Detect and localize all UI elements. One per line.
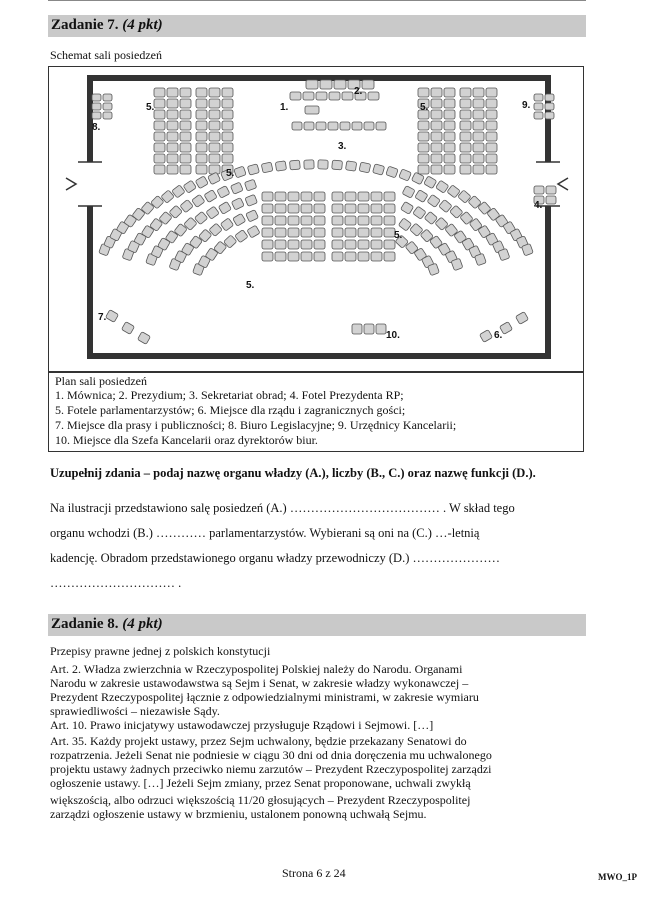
legend-line-1: 1. Mównica; 2. Prezydium; 3. Sekretariat obrad; 4. Fotel Prezydenta RP; bbox=[55, 388, 404, 402]
seat-top-right bbox=[418, 165, 429, 174]
fill-line-1: Na ilustracji przedstawiono salę posiedzeń (A.) ……………………………… . W skład tego bbox=[50, 501, 515, 515]
label-6: 6. bbox=[494, 330, 503, 341]
seat-top-right bbox=[486, 165, 497, 174]
seat-curved-row bbox=[261, 162, 273, 173]
plan-legend bbox=[48, 372, 584, 452]
seat-center bbox=[262, 252, 273, 261]
seat-top-left bbox=[209, 165, 220, 174]
seat-secretariat bbox=[364, 122, 374, 130]
seat-secretariat bbox=[340, 122, 350, 130]
seat-secretariat bbox=[352, 122, 362, 130]
seat-top-right bbox=[444, 143, 455, 152]
seat-top-left bbox=[222, 110, 233, 119]
seat-center bbox=[332, 252, 343, 261]
seat-top-right bbox=[444, 99, 455, 108]
seat-center bbox=[262, 204, 273, 213]
seat-legislative-office bbox=[103, 103, 112, 110]
seat-top-left bbox=[196, 132, 207, 141]
seat-president bbox=[534, 186, 544, 194]
seat-center bbox=[288, 228, 299, 237]
seat-center bbox=[332, 240, 343, 249]
seat-top-left bbox=[222, 132, 233, 141]
label-7: 7. bbox=[98, 312, 107, 323]
page-number: Strona 6 z 24 bbox=[282, 866, 346, 880]
seat-top-left bbox=[180, 154, 191, 163]
seat-top-right bbox=[431, 154, 442, 163]
seat-top-right bbox=[473, 132, 484, 141]
seat-top-right bbox=[460, 154, 471, 163]
seat-center bbox=[345, 204, 356, 213]
seat-chief-chancellery bbox=[352, 324, 362, 334]
seat-top-left bbox=[180, 110, 191, 119]
seat-top-right bbox=[418, 132, 429, 141]
seat-top-left bbox=[222, 88, 233, 97]
seat-legislative-office bbox=[92, 94, 101, 101]
seat-presidium bbox=[368, 92, 379, 100]
seat-presidium bbox=[316, 92, 327, 100]
seat-top-right bbox=[444, 110, 455, 119]
seat-top-right bbox=[431, 132, 442, 141]
seat-center bbox=[314, 216, 325, 225]
seat-top-left bbox=[154, 165, 165, 174]
seat-center bbox=[384, 216, 395, 225]
seat-top-left bbox=[209, 99, 220, 108]
seat-top-right bbox=[486, 143, 497, 152]
seat-top-left bbox=[154, 132, 165, 141]
seat-top-left bbox=[180, 121, 191, 130]
seat-top-right bbox=[431, 165, 442, 174]
seat-center bbox=[345, 192, 356, 201]
label-5-right: 5. bbox=[394, 230, 403, 241]
seat-top-right bbox=[486, 132, 497, 141]
article-line-4: sprawiedliwości – niezawisłe Sądy. bbox=[50, 704, 220, 718]
seat-center bbox=[371, 192, 382, 201]
seat-secretariat bbox=[304, 122, 314, 130]
legend-title: Plan sali posiedzeń bbox=[55, 374, 147, 388]
seat-center bbox=[332, 216, 343, 225]
seat-presidium bbox=[303, 92, 314, 100]
seat-curved-row bbox=[345, 161, 356, 171]
seat-center bbox=[275, 252, 286, 261]
seat-center bbox=[384, 204, 395, 213]
seat-top-left bbox=[167, 143, 178, 152]
label-10: 10. bbox=[386, 330, 400, 341]
seat-top-left bbox=[180, 88, 191, 97]
seat-chancellery bbox=[545, 94, 554, 101]
seat-top-right bbox=[473, 110, 484, 119]
seat-top-left bbox=[180, 132, 191, 141]
fill-line-4: ………………………… . bbox=[50, 576, 182, 590]
seat-presidium bbox=[334, 80, 346, 89]
seat-center bbox=[314, 192, 325, 201]
seat-curved-row bbox=[359, 162, 371, 173]
seat-top-left bbox=[154, 121, 165, 130]
seat-center bbox=[371, 252, 382, 261]
seat-presidium bbox=[290, 92, 301, 100]
seat-top-left bbox=[154, 99, 165, 108]
seat-presidium bbox=[306, 80, 318, 89]
seat-top-right bbox=[473, 88, 484, 97]
seat-top-left bbox=[167, 99, 178, 108]
seat-top-left bbox=[167, 110, 178, 119]
seat-curved-row bbox=[275, 161, 286, 171]
seat-chancellery bbox=[545, 103, 554, 110]
seat-top-left bbox=[154, 110, 165, 119]
article-line-3: Prezydent Rzeczypospolitej łącznie z odpowiedzialnymi ministrami, w zakresie wymiaru bbox=[50, 690, 479, 704]
seat-center bbox=[301, 204, 312, 213]
seat-top-right bbox=[486, 110, 497, 119]
label-5-center: 5. bbox=[226, 168, 235, 179]
seat-top-right bbox=[473, 154, 484, 163]
fill-line-3: kadencję. Obradom przedstawionego organu władzy przewodniczy (D.) ………………… bbox=[50, 551, 500, 565]
seat-center bbox=[384, 240, 395, 249]
seat-top-left bbox=[222, 143, 233, 152]
seat-top-right bbox=[486, 88, 497, 97]
article-line-8: projektu ustawy żadnych przeciwko niemu zarzutów – Prezydent Rzeczypospolitej zarządzi bbox=[50, 762, 492, 776]
seat-top-left bbox=[180, 99, 191, 108]
seat-top-right bbox=[418, 88, 429, 97]
seat-chancellery bbox=[545, 112, 554, 119]
article-line-2: Narodu w zakresie ustawodawstwa są Sejm i Senat, w zakresie władzy wykonawczej – bbox=[50, 676, 469, 690]
top-rule bbox=[48, 0, 586, 1]
label-1: 1. bbox=[280, 102, 289, 113]
seat-presidium bbox=[320, 80, 332, 89]
seat-center bbox=[332, 228, 343, 237]
seat-legislative-office bbox=[103, 112, 112, 119]
seat-curved-row bbox=[318, 160, 328, 169]
seat-top-right bbox=[444, 121, 455, 130]
label-5-topleft: 5. bbox=[146, 102, 155, 113]
seat-center bbox=[301, 252, 312, 261]
article-line-11: zarządzi ogłoszenie ustawy w brzmieniu, ustalonem ponowną uchwałą Sejmu. bbox=[50, 807, 427, 821]
seat-center bbox=[262, 240, 273, 249]
label-3: 3. bbox=[338, 141, 347, 152]
seat-legislative-office bbox=[92, 112, 101, 119]
seat-center bbox=[345, 216, 356, 225]
seat-legislative-office bbox=[103, 94, 112, 101]
seat-center bbox=[301, 216, 312, 225]
seat-center bbox=[275, 216, 286, 225]
seat-center bbox=[384, 252, 395, 261]
document-code: MWO_1P bbox=[598, 872, 637, 882]
label-5-topright: 5. bbox=[420, 102, 429, 113]
seat-top-right bbox=[473, 99, 484, 108]
seat-secretariat bbox=[328, 122, 338, 130]
seat-top-right bbox=[473, 165, 484, 174]
seat-top-right bbox=[444, 88, 455, 97]
seat-center bbox=[275, 192, 286, 201]
seat-top-left bbox=[209, 143, 220, 152]
seat-center bbox=[345, 228, 356, 237]
seat-center bbox=[314, 204, 325, 213]
seat-top-left bbox=[167, 132, 178, 141]
seat-top-right bbox=[460, 121, 471, 130]
task7-instruction: Uzupełnij zdania – podaj nazwę organu władzy (A.), liczby (B., C.) oraz nazwę funkcji (D.). bbox=[50, 466, 536, 480]
task8-points: (4 pkt) bbox=[122, 616, 163, 632]
seat-top-left bbox=[180, 165, 191, 174]
label-2: 2. bbox=[354, 86, 363, 97]
seat-center bbox=[332, 192, 343, 201]
seat-legislative-office bbox=[92, 103, 101, 110]
seat-chief-chancellery bbox=[364, 324, 374, 334]
task8-header bbox=[48, 614, 586, 636]
seat-curved-row bbox=[332, 160, 343, 170]
seat-curved-row bbox=[289, 160, 300, 170]
seat-top-right bbox=[431, 143, 442, 152]
seat-top-left bbox=[209, 154, 220, 163]
seat-top-right bbox=[418, 154, 429, 163]
seat-curved-row bbox=[304, 160, 314, 169]
seat-center bbox=[262, 216, 273, 225]
seat-top-left bbox=[167, 88, 178, 97]
seat-presidium bbox=[342, 92, 353, 100]
seat-top-left bbox=[167, 154, 178, 163]
task7-points: (4 pkt) bbox=[122, 17, 163, 33]
legend-line-4: 10. Miejsce dla Szefa Kancelarii oraz dyrektorów biur. bbox=[55, 433, 318, 447]
seat-top-left bbox=[196, 88, 207, 97]
seat-top-right bbox=[460, 132, 471, 141]
seat-top-right bbox=[486, 154, 497, 163]
label-4: 4. bbox=[534, 200, 543, 211]
seat-center bbox=[262, 192, 273, 201]
seat-president bbox=[546, 186, 556, 194]
seat-center bbox=[275, 204, 286, 213]
seat-top-left bbox=[196, 154, 207, 163]
seat-top-right bbox=[431, 121, 442, 130]
seat-chancellery bbox=[534, 94, 543, 101]
seat-center bbox=[301, 228, 312, 237]
seat-presidium bbox=[329, 92, 340, 100]
article-line-6: Art. 35. Każdy projekt ustawy, przez Sejm uchwalony, będzie przekazany Senatowi do bbox=[50, 734, 467, 748]
seat-top-left bbox=[167, 121, 178, 130]
seat-center bbox=[288, 240, 299, 249]
seat-secretariat bbox=[292, 122, 302, 130]
seat-top-left bbox=[196, 121, 207, 130]
seat-top-left bbox=[196, 110, 207, 119]
seat-center bbox=[358, 192, 369, 201]
seat-center bbox=[371, 228, 382, 237]
seat-secretariat bbox=[316, 122, 326, 130]
seat-top-right bbox=[444, 132, 455, 141]
seat-lectern bbox=[305, 106, 319, 114]
legend-line-2: 5. Fotele parlamentarzystów; 6. Miejsce dla rządu i zagranicznych gości; bbox=[55, 403, 406, 417]
seat-top-left bbox=[222, 99, 233, 108]
seat-presidium bbox=[362, 80, 374, 89]
seat-center bbox=[275, 240, 286, 249]
seat-top-right bbox=[460, 99, 471, 108]
seat-center bbox=[262, 228, 273, 237]
article-line-10: większością, albo odrzuci większością 11/20 głosujących – Prezydent Rzeczypospolitej bbox=[50, 793, 471, 807]
seat-top-right bbox=[460, 165, 471, 174]
article-line-5: Art. 10. Prawo inicjatywy ustawodawczej przysługuje Rządowi i Sejmowi. […] bbox=[50, 718, 434, 732]
seat-center bbox=[358, 240, 369, 249]
seat-center bbox=[332, 204, 343, 213]
seat-top-left bbox=[154, 143, 165, 152]
seat-top-left bbox=[209, 132, 220, 141]
seat-top-right bbox=[460, 88, 471, 97]
seat-top-left bbox=[154, 154, 165, 163]
seat-center bbox=[358, 216, 369, 225]
seat-center bbox=[288, 252, 299, 261]
seat-top-left bbox=[209, 110, 220, 119]
seat-center bbox=[371, 240, 382, 249]
task7-header bbox=[48, 15, 586, 37]
seat-top-right bbox=[460, 143, 471, 152]
seat-top-right bbox=[444, 165, 455, 174]
seat-center bbox=[314, 252, 325, 261]
seat-center bbox=[358, 204, 369, 213]
seat-center bbox=[358, 228, 369, 237]
seat-top-right bbox=[486, 121, 497, 130]
label-8: 8. bbox=[92, 122, 101, 133]
seat-center bbox=[275, 228, 286, 237]
seat-center bbox=[345, 240, 356, 249]
seat-top-left bbox=[209, 88, 220, 97]
seat-top-right bbox=[418, 143, 429, 152]
seat-center bbox=[384, 192, 395, 201]
seat-top-left bbox=[167, 165, 178, 174]
task8-subtitle: Przepisy prawne jednej z polskich konstytucji bbox=[50, 644, 271, 658]
article-line-7: rozpatrzenia. Jeżeli Senat nie podniesie w ciągu 30 dni od dnia doręczenia mu uchwalonego bbox=[50, 748, 492, 762]
schema-caption: Schemat sali posiedzeń bbox=[50, 48, 162, 62]
seat-top-left bbox=[196, 99, 207, 108]
seat-center bbox=[314, 240, 325, 249]
seat-center bbox=[371, 204, 382, 213]
seat-top-right bbox=[473, 143, 484, 152]
seat-top-right bbox=[431, 110, 442, 119]
seat-secretariat bbox=[376, 122, 386, 130]
seat-center bbox=[301, 192, 312, 201]
seat-center bbox=[371, 216, 382, 225]
seat-center bbox=[288, 204, 299, 213]
task7-title: Zadanie 7. bbox=[51, 17, 119, 33]
task8-title: Zadanie 8. bbox=[51, 616, 119, 632]
legend-line-3: 7. Miejsce dla prasy i publiczności; 8. Biuro Legislacyjne; 9. Urzędnicy Kancelarii; bbox=[55, 418, 457, 432]
article-line-1: Art. 2. Władza zwierzchnia w Rzeczypospolitej Polskiej należy do Narodu. Organami bbox=[50, 662, 463, 676]
seat-top-right bbox=[460, 110, 471, 119]
seat-chancellery bbox=[534, 112, 543, 119]
seat-top-left bbox=[222, 154, 233, 163]
seat-top-right bbox=[473, 121, 484, 130]
seat-center bbox=[358, 252, 369, 261]
seat-top-right bbox=[444, 154, 455, 163]
seat-top-left bbox=[154, 88, 165, 97]
seat-center bbox=[345, 252, 356, 261]
article-line-9: ogłoszenie ustawy. […] Jeżeli Sejm zmiany, przez Senat proponowane, uchwali zwykłą bbox=[50, 776, 471, 790]
seat-top-right bbox=[418, 121, 429, 130]
seat-top-left bbox=[196, 143, 207, 152]
seat-center bbox=[288, 192, 299, 201]
seat-chancellery bbox=[534, 103, 543, 110]
seat-president bbox=[546, 196, 556, 204]
seat-chief-chancellery bbox=[376, 324, 386, 334]
seat-center bbox=[301, 240, 312, 249]
seat-center bbox=[288, 216, 299, 225]
hall-diagram bbox=[48, 66, 584, 372]
label-5-bottom: 5. bbox=[246, 280, 255, 291]
seat-top-right bbox=[431, 99, 442, 108]
fill-line-2: organu wchodzi (B.) ………… parlamentarzystów. Wybierani są oni na (C.) …-letnią bbox=[50, 526, 480, 540]
seat-top-left bbox=[222, 121, 233, 130]
seat-top-left bbox=[180, 143, 191, 152]
seat-top-right bbox=[431, 88, 442, 97]
seat-top-right bbox=[486, 99, 497, 108]
label-9: 9. bbox=[522, 100, 531, 111]
seat-top-left bbox=[209, 121, 220, 130]
seat-top-left bbox=[196, 165, 207, 174]
seat-center bbox=[314, 228, 325, 237]
